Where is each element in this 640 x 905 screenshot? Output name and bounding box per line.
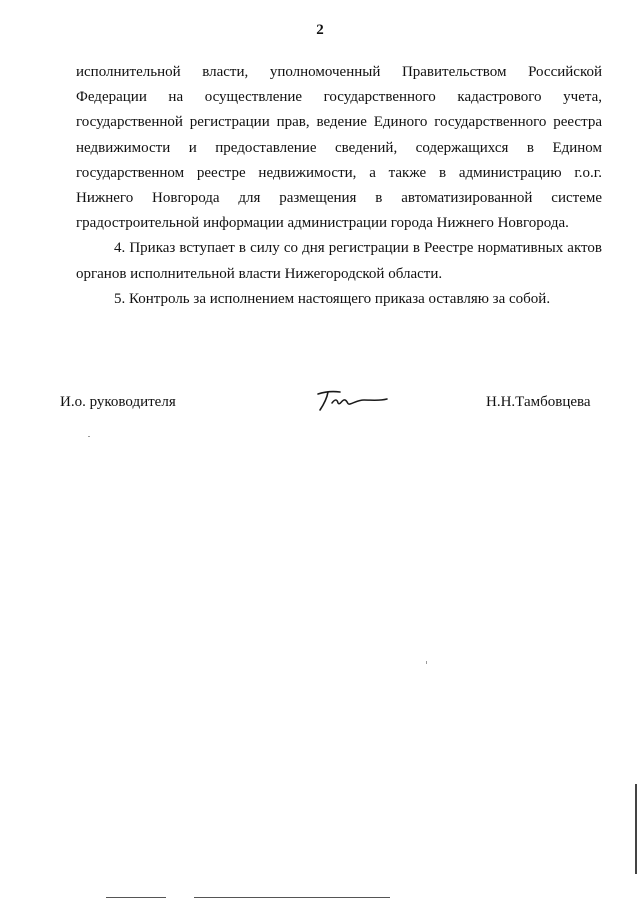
text-line: Нижнего Новгорода для размещения в автоматизированной системе	[76, 190, 602, 207]
scan-bottom-line	[106, 897, 166, 898]
signature-block	[0, 394, 640, 424]
text-line: 4. Приказ вступает в силу со дня регистрации в Реестре нормативных актов	[114, 240, 602, 257]
text-line: государственном реестре недвижимости, а также в администрацию г.о.г.	[76, 164, 602, 181]
page-number: 2	[316, 22, 324, 38]
text-line: Федерации на осуществление государственного кадастрового учета,	[76, 89, 602, 106]
signatory-name: Н.Н.Тамбовцева	[486, 394, 591, 410]
paragraph-4	[76, 236, 602, 286]
handwritten-signature	[312, 386, 390, 418]
scan-speck	[426, 661, 427, 664]
text-line: органов исполнительной власти Нижегородской области.	[76, 265, 443, 282]
scan-bottom-line	[194, 897, 390, 898]
text-line: градостроительной информации администрации города Нижнего Новгорода.	[76, 215, 569, 232]
signatory-position: И.о. руководителя	[60, 394, 176, 410]
scan-speck	[88, 436, 90, 437]
text-line: недвижимости и предоставление сведений, содержащихся в Едином	[76, 139, 602, 156]
paragraph-continuation	[76, 60, 602, 236]
text-line: 5. Контроль за исполнением настоящего приказа оставляю за собой.	[114, 290, 551, 307]
text-line: исполнительной власти, уполномоченный Правительством Российской	[76, 64, 602, 80]
document-body	[76, 60, 602, 312]
text-line: государственной регистрации прав, ведение Единого государственного реестра	[76, 114, 602, 131]
scan-edge-mark	[635, 784, 637, 874]
paragraph-5	[76, 287, 602, 312]
